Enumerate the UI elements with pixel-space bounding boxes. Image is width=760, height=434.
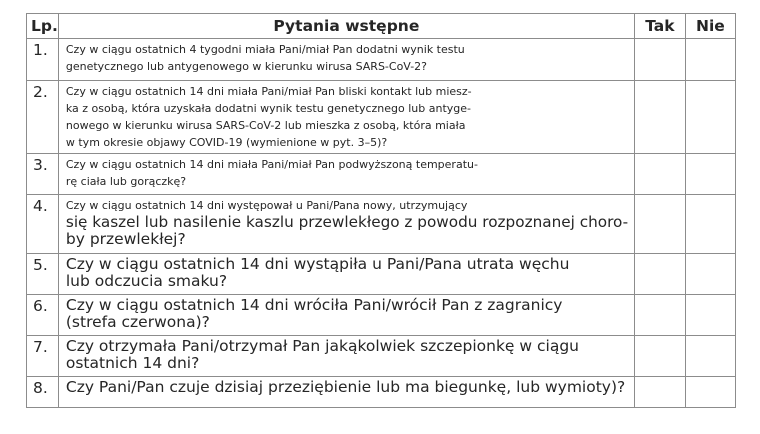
answer-yes-cell[interactable] [634, 195, 685, 254]
answer-no-cell[interactable] [685, 39, 735, 81]
answer-yes-cell[interactable] [634, 295, 685, 336]
question-text [58, 81, 634, 154]
question-text-line: ka z osobą, która uzyskała dodatni wynik testu genetycznego lub antyge- [65, 102, 472, 115]
question-text-line: Czy w ciągu ostatnich 14 dni miała Pani/miał Pan podwyższoną temperatu- [65, 158, 478, 171]
question-number: 8. [27, 377, 59, 408]
question-text [58, 254, 634, 295]
answer-no-cell[interactable] [685, 377, 735, 408]
answer-yes-cell[interactable] [634, 154, 685, 195]
question-text-line: Czy w ciągu ostatnich 14 dni wystąpiła u Pani/Pana utrata węchu [65, 255, 570, 273]
question-rows [27, 39, 736, 408]
question-text [58, 195, 634, 254]
answer-yes-cell[interactable] [634, 377, 685, 408]
question-text-line: by przewlekłej? [65, 230, 186, 248]
header-lp: Lp. [27, 14, 59, 39]
question-text-line: ostatnich 14 dni? [65, 354, 200, 372]
question-number: 3. [27, 154, 59, 195]
header-question: Pytania wstępne [58, 14, 634, 39]
question-row [27, 195, 736, 254]
question-text [58, 336, 634, 377]
question-text-line: Czy otrzymała Pani/otrzymał Pan jakąkolwiek szczepionkę w ciągu [65, 337, 579, 355]
question-row [27, 39, 736, 81]
questionnaire-table [26, 13, 736, 408]
answer-no-cell[interactable] [685, 336, 735, 377]
answer-no-cell[interactable] [685, 254, 735, 295]
answer-yes-cell[interactable] [634, 39, 685, 81]
answer-yes-cell[interactable] [634, 254, 685, 295]
question-row [27, 254, 736, 295]
question-row [27, 377, 736, 408]
answer-no-cell[interactable] [685, 81, 735, 154]
question-text-line: Czy w ciągu ostatnich 14 dni wróciła Pani/wrócił Pan z zagranicy [65, 296, 563, 314]
question-number: 7. [27, 336, 59, 377]
question-text-line: Czy Pani/Pan czuje dzisiaj przeziębienie lub ma biegunkę, lub wymioty)? [65, 378, 626, 396]
answer-no-cell[interactable] [685, 195, 735, 254]
question-text-line: Czy w ciągu ostatnich 14 dni miała Pani/miał Pan bliski kontakt lub miesz- [65, 85, 472, 98]
answer-no-cell[interactable] [685, 295, 735, 336]
question-row [27, 295, 736, 336]
question-text-line: w tym okresie objawy COVID-19 (wymienione w pyt. 3–5)? [65, 136, 388, 149]
question-number: 1. [27, 39, 59, 81]
question-text-line: rę ciała lub gorączkę? [65, 175, 187, 188]
question-text-line: się kaszel lub nasilenie kaszlu przewlekłego z powodu rozpoznanej choro- [65, 213, 629, 231]
question-text-line: genetycznego lub antygenowego w kierunku wirusa SARS-CoV-2? [65, 60, 427, 73]
question-text-line: Czy w ciągu ostatnich 4 tygodni miała Pani/miał Pan dodatni wynik testu [65, 43, 465, 56]
question-number: 4. [27, 195, 59, 254]
question-text [58, 295, 634, 336]
header-row [27, 14, 736, 39]
question-text [58, 377, 634, 408]
question-text-line: nowego w kierunku wirusa SARS-CoV-2 lub mieszka z osobą, która miała [65, 119, 466, 132]
question-text [58, 39, 634, 81]
question-text-line: (strefa czerwona)? [65, 313, 210, 331]
questionnaire [26, 13, 736, 408]
header-no: Nie [685, 14, 735, 39]
question-text [58, 154, 634, 195]
question-text-line: Czy w ciągu ostatnich 14 dni występował u Pani/Pana nowy, utrzymujący [65, 199, 468, 212]
header-yes: Tak [634, 14, 685, 39]
question-number: 2. [27, 81, 59, 154]
question-row [27, 154, 736, 195]
answer-no-cell[interactable] [685, 154, 735, 195]
question-row [27, 81, 736, 154]
question-row [27, 336, 736, 377]
question-number: 6. [27, 295, 59, 336]
question-text-line: lub odczucia smaku? [65, 272, 228, 290]
answer-yes-cell[interactable] [634, 336, 685, 377]
answer-yes-cell[interactable] [634, 81, 685, 154]
question-number: 5. [27, 254, 59, 295]
